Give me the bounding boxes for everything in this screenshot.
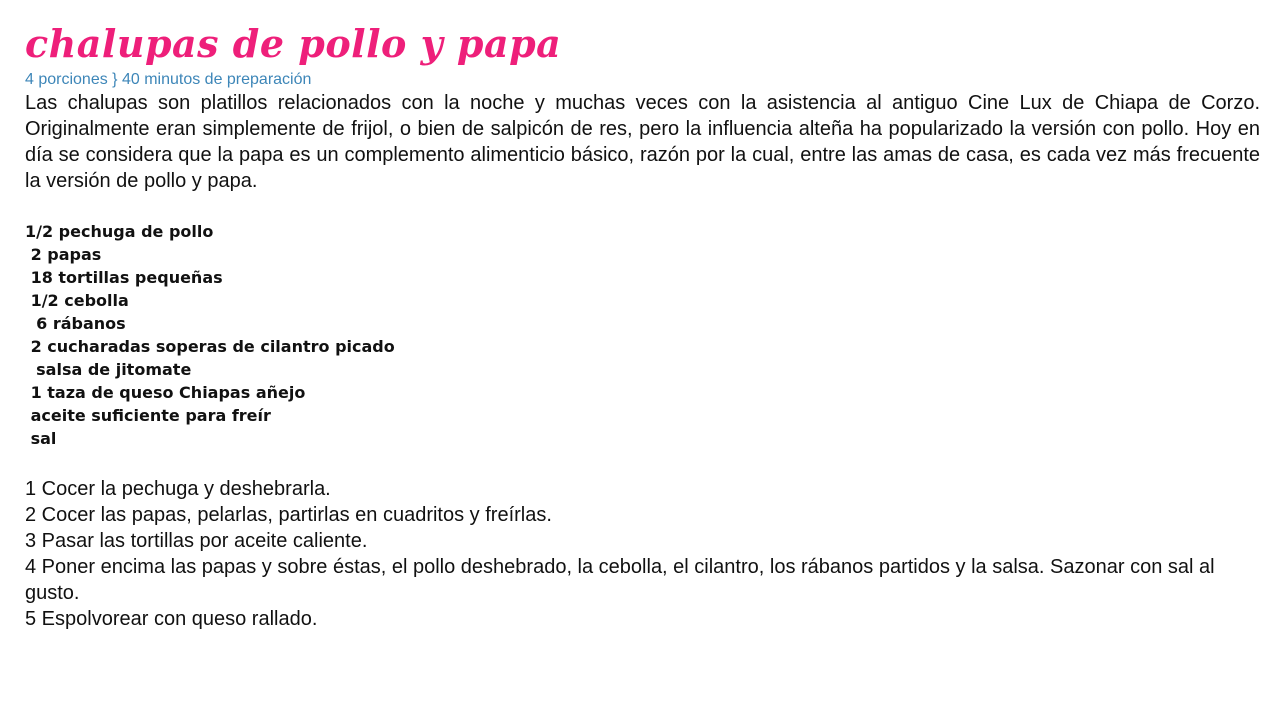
ingredient-item: 1 taza de queso Chiapas añejo xyxy=(25,383,306,402)
ingredient-item: 2 cucharadas soperas de cilantro picado xyxy=(25,337,395,356)
recipe-subtitle: 4 porciones } 40 minutos de preparación xyxy=(25,71,312,88)
step-item: 3 Pasar las tortillas por aceite caliente. xyxy=(25,530,368,552)
ingredient-item: 18 tortillas pequeñas xyxy=(25,268,223,287)
ingredient-list xyxy=(25,220,1260,450)
ingredient-item: 1/2 cebolla xyxy=(25,291,129,310)
ingredient-item: salsa de jitomate xyxy=(25,360,192,379)
recipe-title: chalupas de pollo y papa xyxy=(25,21,562,66)
ingredient-item: 1/2 pechuga de pollo xyxy=(25,222,214,241)
step-item: 1 Cocer la pechuga y deshebrarla. xyxy=(25,478,331,500)
step-item: 2 Cocer las papas, pelarlas, partirlas en cuadritos y freírlas. xyxy=(25,504,552,526)
ingredient-item: 2 papas xyxy=(25,245,102,264)
ingredient-item: aceite suficiente para freír xyxy=(25,406,271,425)
ingredient-item: 6 rábanos xyxy=(25,314,126,333)
step-item: 4 Poner encima las papas y sobre éstas, el pollo deshebrado, la cebolla, el cilantro, los rábanos partidos y la salsa. Sazonar con sal al gusto. xyxy=(25,556,1215,604)
recipe-intro: Las chalupas son platillos relacionados con la noche y muchas veces con la asistencia al antiguo Cine Lux de Chiapa de Corzo. Originalmente eran simplemente de frijol, o bien de salpicón de res, pero la influencia alteña ha popularizado la versión con pollo. Hoy en día se considera que la papa es un complemento alimenticio básico, razón por la cual, entre las amas de casa, es cada vez más frecuente la versión de pollo y papa. xyxy=(25,92,1260,192)
step-list xyxy=(25,476,1260,632)
step-item: 5 Espolvorear con queso rallado. xyxy=(25,608,318,630)
ingredient-item: sal xyxy=(25,429,57,448)
recipe-page xyxy=(25,18,1260,632)
